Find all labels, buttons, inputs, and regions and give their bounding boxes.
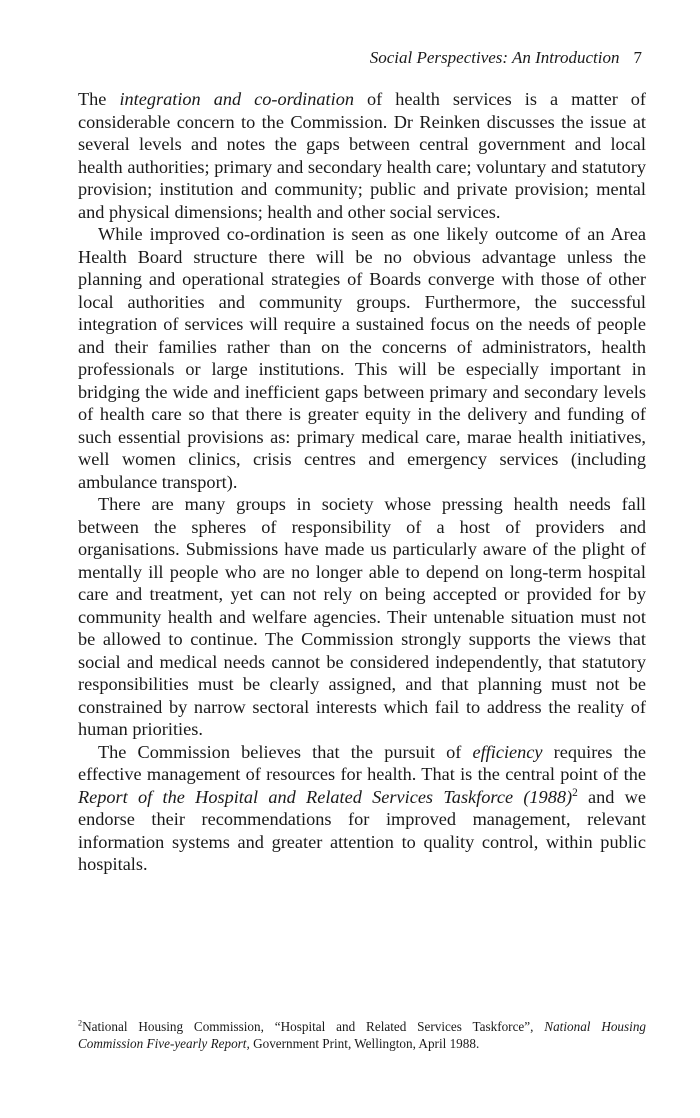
paragraph-segment-italic: efficiency xyxy=(472,741,543,762)
paragraph-segment: The Commission believes that the pursuit of xyxy=(98,741,473,762)
paragraph-segment: of health services is a matter of considerable concern to the Commission. Dr Reinken discusses the issue at several levels and notes the gaps between central government and local health authorities; primary and secondary health care; voluntary and statutory provision; institution and community; public and private provision; mental and physical dimensions; health and other social services. xyxy=(78,89,647,222)
paragraph xyxy=(78,493,646,741)
paragraph-segment: There are many groups in society whose pressing health needs fall between the spheres of responsibility of a host of providers and organisations. Submissions have made us particularly aware of the plight of mentally ill people who are no longer able to depend on long-term hospital care and treatment, yet can not rely on being accepted or provided for by community health and welfare agencies. Their untenable situation must not be allowed to continue. The Commission strongly supports the views that social and medical needs cannot be considered independently, that statutory responsibilities must be clearly assigned, and that planning must not be constrained by narrow sectoral interests which fail to address the reality of human priorities. xyxy=(78,494,646,739)
running-title: Social Perspectives: An Introduction xyxy=(369,48,620,67)
paragraph xyxy=(78,88,646,223)
page-number: 7 xyxy=(633,48,642,67)
footnote-segment-italic: National Housing Commission Five-yearly Report, xyxy=(78,1019,647,1051)
running-header xyxy=(370,48,642,68)
footnote-segment: Government Print, Wellington, April 1988. xyxy=(249,1036,480,1051)
paragraph-segment-italic: Report of the Hospital and Related Services Taskforce (1988) xyxy=(78,786,573,807)
footnote-reference[interactable]: 2 xyxy=(572,786,578,799)
footnote-marker: 2 xyxy=(78,1018,83,1028)
footnote-segment: National Housing Commission, “Hospital and Related Services Taskforce”, xyxy=(82,1019,545,1034)
paragraph-segment: requires the effective management of resources for health. That is the central point of the xyxy=(78,741,647,784)
paragraph-segment: and we endorse their recommendations for improved management, relevant information systems and greater attention to quality control, within public hospitals. xyxy=(78,786,646,874)
footnote xyxy=(78,1018,646,1052)
body-text xyxy=(78,88,646,876)
paragraph xyxy=(78,741,646,876)
paragraph xyxy=(78,223,646,493)
paragraph-segment-italic: integration and co-ordination xyxy=(119,89,354,109)
paragraph-segment: The xyxy=(78,89,120,109)
paragraph-segment: While improved co-ordination is seen as one likely outcome of an Area Health Board structure there will be no obvious advantage unless the planning and operational strategies of Boards converge with those of other local authorities and community groups. Furthermore, the successful integration of services will require a sustained focus on the needs of people and their families rather than on the concerns of administrators, health professionals or large institutions. This will be especially important in bridging the wide and inefficient gaps between primary and secondary levels of health care so that there is greater equity in the delivery and funding of such essential provisions as: primary medical care, marae health initiatives, well women clinics, crisis centres and emergency services (including ambulance transport). xyxy=(78,224,646,492)
